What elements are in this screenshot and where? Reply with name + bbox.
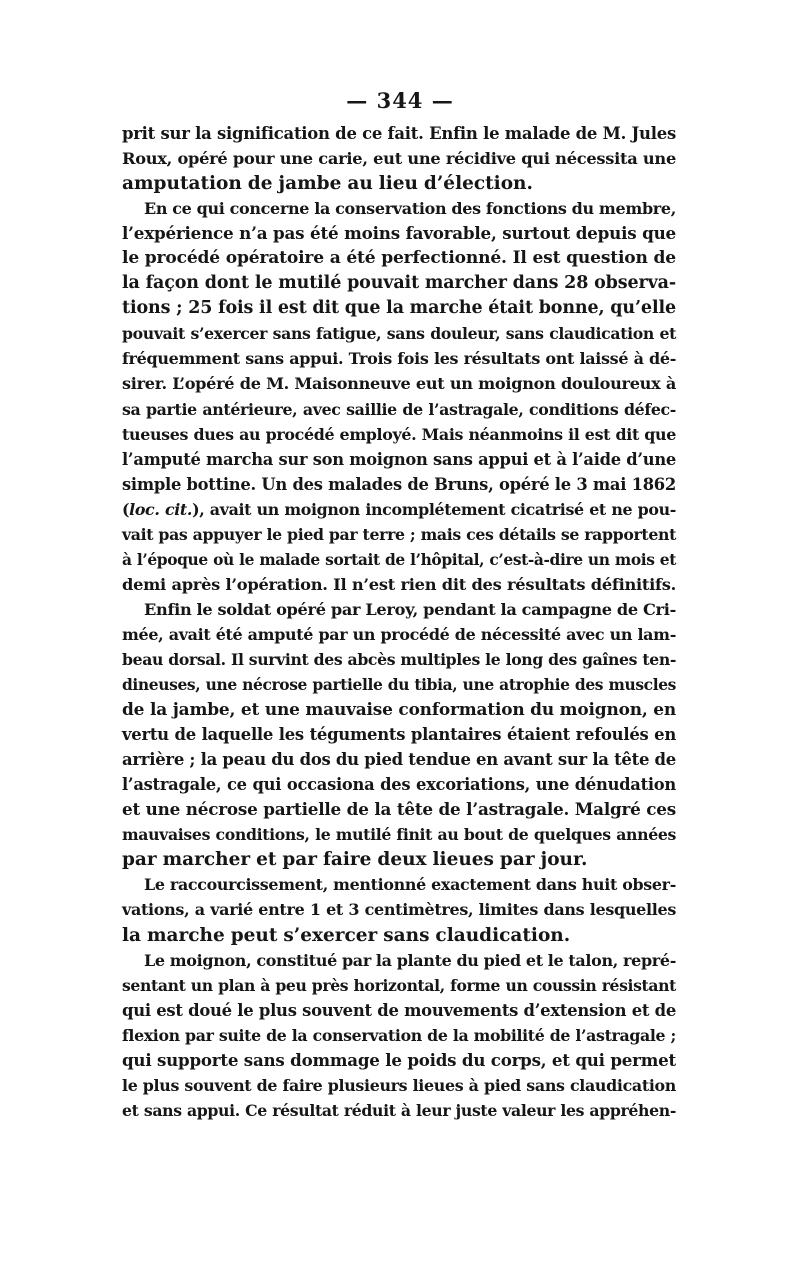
text-line: le procédé opératoire a été perfectionné. Il est question de <box>122 248 676 269</box>
text-line: prit sur la signification de ce fait. Enfin le malade de M. Jules <box>122 124 676 143</box>
paragraph-2 <box>122 196 676 597</box>
paragraph-5 <box>122 948 676 1123</box>
text-line: vertu de laquelle les téguments plantaires étaient refoulés en <box>122 725 676 745</box>
text-line: vait pas appuyer le pied par terre ; mais ces détails se rapportent <box>122 524 676 544</box>
text-line: beau dorsal. Il survint des abcès multiples le long des gaînes ten- <box>122 649 676 669</box>
text-line: En ce qui concerne la conservation des fonctions du membre, <box>144 199 676 219</box>
text-line: le plus souvent de faire plusieurs lieues à pied sans claudication <box>122 1075 676 1095</box>
text-line: flexion par suite de la conservation de la mobilité de l’astragale ; <box>122 1025 676 1045</box>
text-line: et sans appui. Ce résultat réduit à leur juste valeur les appréhen- <box>122 1100 676 1120</box>
text-line: Enfin le soldat opéré par Leroy, pendant la campagne de Cri- <box>144 599 676 619</box>
body-text <box>122 121 676 1123</box>
text-line: sa partie antérieure, avec saillie de l’astragale, conditions défec- <box>122 399 676 419</box>
text-line: l’astragale, ce qui occasiona des excoriations, une dénudation <box>122 775 676 795</box>
text-line: et une nécrose partielle de la tête de l’astragale. Malgré ces <box>122 799 676 820</box>
text-line: la façon dont le mutilé pouvait marcher dans 28 observa- <box>122 273 676 294</box>
text-line: dineuses, une nécrose partielle du tibia, une atrophie des muscles <box>122 675 676 695</box>
text-line: sentant un plan à peu près horizontal, forme un coussin résistant <box>122 975 676 995</box>
paragraph-3 <box>122 597 676 873</box>
text-line: Le raccourcissement, mentionné exactement dans huit obser- <box>144 875 676 895</box>
text-line: de la jambe, et une mauvaise conformation du moignon, en <box>122 699 676 720</box>
text-line: Le moignon, constitué par la plante du pied et le talon, repré- <box>144 950 676 970</box>
text-line: mée, avait été amputé par un procédé de nécessité avec un lam- <box>122 624 676 644</box>
paragraph-1 <box>122 121 676 196</box>
text-line: mauvaises conditions, le mutilé finit au bout de quelques années <box>122 825 676 845</box>
page-number: — 344 — <box>346 88 454 113</box>
text-line: amputation de jambe au lieu d’élection. <box>122 173 533 195</box>
text-line: pouvait s’exercer sans fatigue, sans douleur, sans claudication et <box>122 324 676 344</box>
text-line: qui supporte sans dommage le poids du corps, et qui permet <box>122 1049 676 1070</box>
text-line: arrière ; la peau du dos du pied tendue en avant sur la tête de <box>122 750 676 770</box>
text-line: qui est doué le plus souvent de mouvements d’extension et de <box>122 1000 676 1020</box>
text-line: vations, a varié entre 1 et 3 centimètres, limites dans lesquelles <box>122 900 676 920</box>
text-line: Roux, opéré pour une carie, eut une récidive qui nécessita une <box>122 149 676 169</box>
text-line: l’amputé marcha sur son moignon sans appui et à l’aide d’une <box>122 449 676 469</box>
text-line: l’expérience n’a pas été moins favorable, surtout depuis que <box>122 223 676 244</box>
text-line: tions ; 25 fois il est dit que la marche était bonne, qu’elle <box>122 298 676 319</box>
text-line: à l’époque où le malade sortait de l’hôpital, c’est-à-dire un mois et <box>122 549 676 569</box>
text-line: par marcher et par faire deux lieues par jour. <box>122 849 588 871</box>
text-line: (loc. cit.), avait un moignon incomplétement cicatrisé et ne pou- <box>122 499 676 519</box>
paragraph-4 <box>122 872 676 947</box>
text-line: sirer. L’opéré de M. Maisonneuve eut un moignon douloureux à <box>122 374 676 394</box>
text-line: la marche peut s’exercer sans claudication. <box>122 924 571 946</box>
text-line: tueuses dues au procédé employé. Mais néanmoins il est dit que <box>122 424 676 444</box>
text-line: simple bottine. Un des malades de Bruns, opéré le 3 mai 1862 <box>122 474 676 494</box>
text-line: fréquemment sans appui. Trois fois les résultats ont laissé à dé- <box>122 349 676 369</box>
text-line: demi après l’opération. Il n’est rien dit des résultats définitifs. <box>122 574 676 594</box>
